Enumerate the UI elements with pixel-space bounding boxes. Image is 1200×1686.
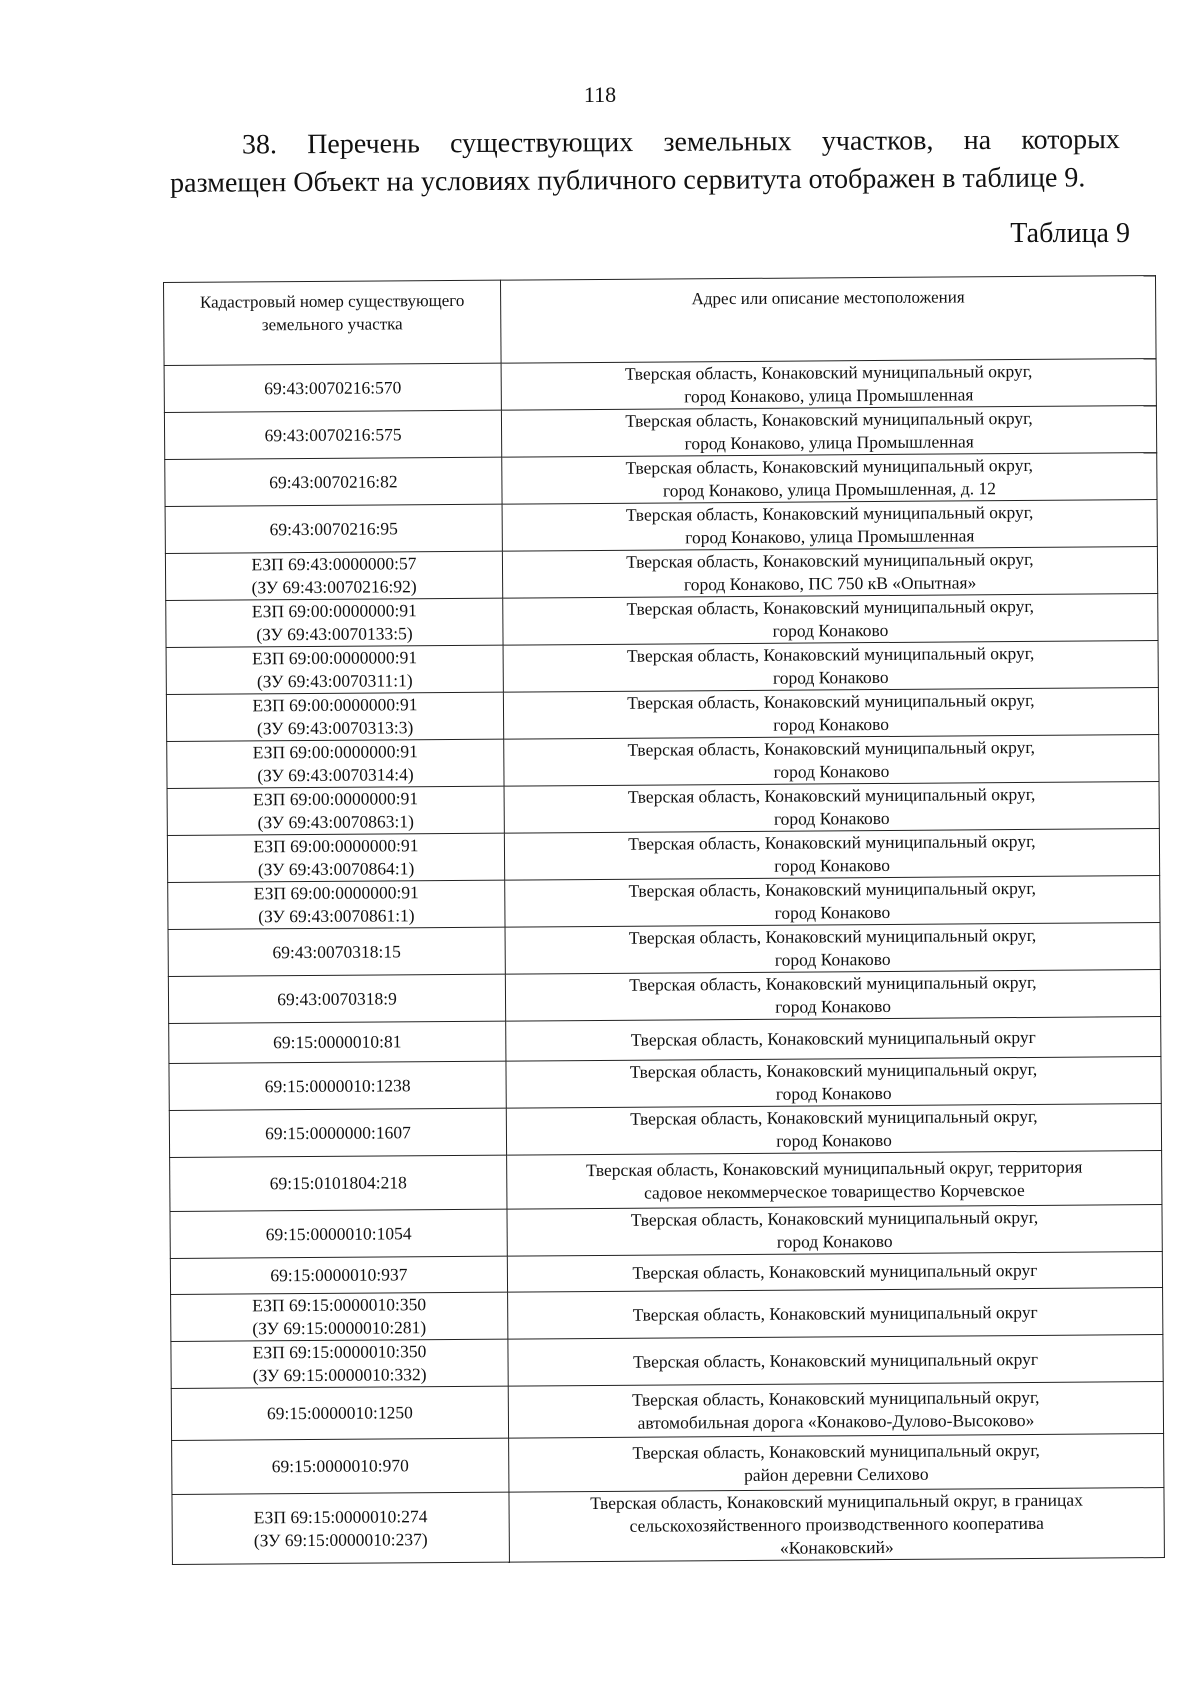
- address-line: город Конаково: [776, 1129, 892, 1151]
- cadastral-number-line: 69:43:0070216:570: [264, 376, 402, 398]
- address-cell: [501, 406, 1156, 458]
- header-cadastral-number: Кадастровый номер существующего земельного участка: [164, 280, 502, 365]
- cadastral-number-cell: [168, 974, 505, 1023]
- cadastral-number-line: 69:43:0070216:575: [264, 423, 402, 445]
- table-row: [168, 876, 1160, 930]
- cadastral-number-cell: [165, 551, 502, 600]
- table-row: [168, 970, 1160, 1024]
- address-cell: [505, 876, 1160, 928]
- address-line: Тверская область, Конаковский муниципальный округ,: [625, 501, 1034, 525]
- cadastral-number-line: ЕЗП 69:00:0000000:91: [251, 600, 417, 622]
- cadastral-number-cell: [170, 1209, 507, 1258]
- address-cell: [503, 594, 1158, 646]
- address-line: город Конаково, ПС 750 кВ «Опытная»: [683, 572, 977, 595]
- cadastral-number-line: ЕЗП 69:15:0000010:274: [253, 1505, 428, 1527]
- cadastral-number-cell: [171, 1386, 508, 1440]
- cadastral-number-line: (ЗУ 69:15:0000010:281): [252, 1317, 427, 1339]
- page-number: 118: [583, 82, 617, 107]
- table-row: [169, 1104, 1161, 1158]
- table-caption: Таблица 9: [1010, 218, 1130, 249]
- cadastral-number-line: 69:15:0000010:970: [271, 1455, 409, 1477]
- table-container: [163, 275, 1164, 1565]
- cadastral-number-cell: [172, 1492, 509, 1564]
- address-line: Тверская область, Конаковский муниципальный округ: [632, 1301, 1038, 1325]
- address-cell: [504, 782, 1159, 834]
- cadastral-number-cell: [171, 1292, 508, 1341]
- address-line: Тверская область, Конаковский муниципальный округ, территория: [585, 1156, 1083, 1180]
- cadastral-number-line: 69:43:0070216:95: [269, 517, 398, 539]
- address-line: район деревни Селихово: [744, 1463, 929, 1485]
- cadastral-number-line: 69:15:0000010:937: [270, 1264, 408, 1286]
- cadastral-number-line: 69:43:0070318:15: [272, 940, 401, 962]
- address-line: город Конаково: [773, 807, 890, 829]
- cadastral-number-cell: [172, 1438, 509, 1494]
- address-cell: [502, 453, 1157, 505]
- address-line: город Конаково: [772, 619, 889, 641]
- address-cell: [506, 1104, 1161, 1156]
- cadastral-number-cell: [169, 1108, 506, 1157]
- cadastral-number-cell: [169, 1021, 506, 1063]
- address-line: Тверская область, Конаковский муниципальный округ,: [626, 548, 1034, 572]
- table-row: [170, 1205, 1162, 1259]
- land-plots-table: [163, 275, 1165, 1565]
- address-line: город Конаково: [775, 1082, 892, 1104]
- address-cell: [507, 1205, 1162, 1257]
- address-line: город Конаково: [774, 901, 891, 923]
- address-cell: [506, 1017, 1161, 1062]
- address-line: город Конаково: [774, 948, 891, 970]
- address-line: Тверская область, Конаковский муниципальный округ,: [628, 830, 1036, 854]
- address-cell: [508, 1288, 1163, 1340]
- cadastral-number-cell: [168, 880, 505, 929]
- cadastral-number-cell: [166, 645, 503, 694]
- table-row: [168, 923, 1160, 977]
- address-line: Тверская область, Конаковский муниципальный округ,: [625, 407, 1033, 431]
- cadastral-number-line: 69:15:0000010:1250: [266, 1402, 413, 1424]
- cadastral-number-cell: [170, 1155, 507, 1211]
- cadastral-number-line: (ЗУ 69:15:0000010:332): [252, 1364, 427, 1386]
- address-line: Тверская область, Конаковский муниципальный округ: [632, 1259, 1038, 1283]
- address-line: Тверская область, Конаковский муниципальный округ: [630, 1026, 1036, 1050]
- cadastral-number-cell: [167, 786, 504, 835]
- table-row: [169, 1057, 1161, 1111]
- table-header-row: [164, 276, 1157, 366]
- address-line: Тверская область, Конаковский муниципальный округ,: [628, 924, 1037, 948]
- address-line: город Конаково, улица Промышленная: [684, 384, 974, 407]
- cadastral-number-cell: [169, 1061, 506, 1110]
- address-cell: [504, 829, 1159, 881]
- address-line: Тверская область, Конаковский муниципальный округ,: [629, 1058, 1038, 1082]
- address-line: Тверская область, Конаковский муниципальный округ,: [632, 1386, 1040, 1410]
- header-address: Адрес или описание местоположения: [500, 276, 1156, 364]
- table-row: [166, 641, 1158, 695]
- address-line: Тверская область, Конаковский муниципальный округ,: [627, 783, 1036, 807]
- address-line: город Конаково: [774, 854, 891, 876]
- cadastral-number-cell: [165, 457, 502, 506]
- cadastral-number-line: 69:43:0070216:82: [269, 470, 398, 492]
- address-line: Тверская область, Конаковский муниципальный округ,: [632, 1439, 1040, 1463]
- address-line: город Конаково: [773, 760, 890, 782]
- cadastral-number-line: 69:15:0000010:1054: [265, 1222, 412, 1244]
- address-cell: [509, 1434, 1164, 1493]
- cadastral-number-line: ЕЗП 69:15:0000010:350: [252, 1341, 427, 1363]
- address-line: «Конаковский»: [779, 1536, 894, 1558]
- cadastral-number-cell: [164, 363, 501, 412]
- cadastral-number-line: (ЗУ 69:15:0000010:237): [253, 1528, 428, 1550]
- table-row: [164, 359, 1156, 413]
- address-line: Тверская область, Конаковский муниципальный округ,: [630, 1206, 1039, 1230]
- cadastral-number-line: ЕЗП 69:00:0000000:91: [253, 788, 419, 810]
- intro-line-1: 38. Перечень существующих земельных участков, на которых: [241, 124, 1120, 161]
- address-cell: [508, 1335, 1163, 1387]
- table-row: [165, 453, 1157, 507]
- cadastral-number-cell: [167, 739, 504, 788]
- cadastral-number-cell: [168, 927, 505, 976]
- cadastral-number-line: 69:15:0000010:1238: [264, 1074, 411, 1096]
- address-cell: [503, 641, 1158, 693]
- address-cell: [509, 1488, 1164, 1563]
- table-row: [172, 1434, 1164, 1495]
- address-cell: [506, 1057, 1161, 1109]
- address-cell: [507, 1252, 1162, 1293]
- address-cell: [503, 688, 1158, 740]
- address-line: Тверская область, Конаковский муниципальный округ, в границах: [590, 1489, 1083, 1514]
- table-row: [167, 829, 1159, 883]
- address-line: Тверская область, Конаковский муниципальный округ,: [630, 1105, 1038, 1129]
- address-cell: [505, 970, 1160, 1022]
- table-row: [170, 1151, 1162, 1212]
- address-line: город Конаково: [775, 995, 892, 1017]
- address-cell: [502, 547, 1157, 599]
- cadastral-number-cell: [164, 410, 501, 459]
- intro-paragraph: [170, 121, 1120, 203]
- cadastral-number-cell: [170, 1256, 507, 1294]
- cadastral-number-cell: [171, 1339, 508, 1388]
- address-cell: [502, 500, 1157, 552]
- cadastral-number-line: 69:15:0101804:218: [269, 1172, 407, 1194]
- address-cell: [508, 1382, 1163, 1439]
- address-line: Тверская область, Конаковский муниципальный округ,: [627, 736, 1036, 760]
- cadastral-number-line: (ЗУ 69:43:0070314:4): [257, 764, 414, 786]
- cadastral-number-line: 69:15:0000010:81: [273, 1031, 402, 1053]
- cadastral-number-cell: [166, 598, 503, 647]
- address-cell: [507, 1151, 1162, 1210]
- table-row: [166, 594, 1158, 648]
- table-row: [167, 782, 1159, 836]
- address-line: садовое некоммерческое товарищество Корчевское: [643, 1179, 1025, 1203]
- cadastral-number-line: (ЗУ 69:43:0070313:3): [256, 717, 414, 739]
- address-line: город Конаково: [772, 666, 889, 688]
- address-line: Тверская область, Конаковский муниципальный округ,: [629, 971, 1037, 995]
- cadastral-number-line: 69:43:0070318:9: [277, 987, 397, 1009]
- cadastral-number-line: ЕЗП 69:15:0000010:350: [252, 1294, 427, 1316]
- address-line: город Конаково, улица Промышленная: [685, 525, 975, 548]
- cadastral-number-cell: [167, 833, 504, 882]
- cadastral-number-cell: [165, 504, 502, 553]
- table-body: [164, 359, 1164, 1565]
- address-line: Тверская область, Конаковский муниципальный округ: [632, 1348, 1039, 1372]
- table-row: [165, 547, 1157, 601]
- cadastral-number-line: ЕЗП 69:00:0000000:91: [253, 882, 419, 904]
- table-row: [164, 406, 1156, 460]
- address-line: Тверская область, Конаковский муниципальный округ,: [627, 689, 1035, 713]
- address-line: сельскохозяйственного производственного кооператива: [629, 1512, 1044, 1536]
- cadastral-number-line: ЕЗП 69:00:0000000:91: [252, 647, 418, 669]
- cadastral-number-line: (ЗУ 69:43:0070864:1): [257, 858, 415, 880]
- table-row: [172, 1488, 1164, 1565]
- address-line: город Конаково: [776, 1230, 893, 1252]
- cadastral-number-line: ЕЗП 69:00:0000000:91: [252, 694, 418, 716]
- address-line: город Конаково, улица Промышленная, д. 12: [662, 478, 997, 501]
- cadastral-number-line: (ЗУ 69:43:0070863:1): [257, 811, 415, 833]
- table-row: [167, 735, 1159, 789]
- cadastral-number-line: 69:15:0000000:1607: [264, 1121, 411, 1143]
- cadastral-number-line: ЕЗП 69:00:0000000:91: [253, 835, 419, 857]
- address-line: автомобильная дорога «Конаково-Дулово-Высоково»: [637, 1409, 1035, 1433]
- address-line: город Конаково: [773, 713, 890, 735]
- address-line: Тверская область, Конаковский муниципальный округ,: [624, 360, 1033, 384]
- address-line: Тверская область, Конаковский муниципальный округ,: [626, 642, 1035, 666]
- table-row: [171, 1335, 1163, 1389]
- cadastral-number-line: (ЗУ 69:43:0070216:92): [251, 576, 417, 598]
- address-cell: [501, 359, 1156, 411]
- address-line: город Конаково, улица Промышленная: [684, 431, 974, 454]
- cadastral-number-cell: [166, 692, 503, 741]
- cadastral-number-line: (ЗУ 69:43:0070133:5): [256, 623, 413, 645]
- table-row: [171, 1382, 1163, 1441]
- table-row: [171, 1288, 1163, 1342]
- cadastral-number-line: ЕЗП 69:43:0000000:57: [251, 553, 417, 575]
- cadastral-number-line: (ЗУ 69:43:0070861:1): [258, 905, 415, 927]
- address-cell: [504, 735, 1159, 787]
- address-line: Тверская область, Конаковский муниципальный округ,: [626, 595, 1035, 619]
- address-line: Тверская область, Конаковский муниципальный округ,: [625, 454, 1034, 478]
- table-row: [165, 500, 1157, 554]
- cadastral-number-line: (ЗУ 69:43:0070311:1): [256, 670, 413, 692]
- address-line: Тверская область, Конаковский муниципальный округ,: [628, 877, 1037, 901]
- cadastral-number-line: ЕЗП 69:00:0000000:91: [252, 741, 418, 763]
- address-cell: [505, 923, 1160, 975]
- table-row: [166, 688, 1158, 742]
- intro-line-2: размещен Объект на условиях публичного сервитута отображен в таблице 9.: [170, 162, 1086, 199]
- table-row: [169, 1017, 1161, 1064]
